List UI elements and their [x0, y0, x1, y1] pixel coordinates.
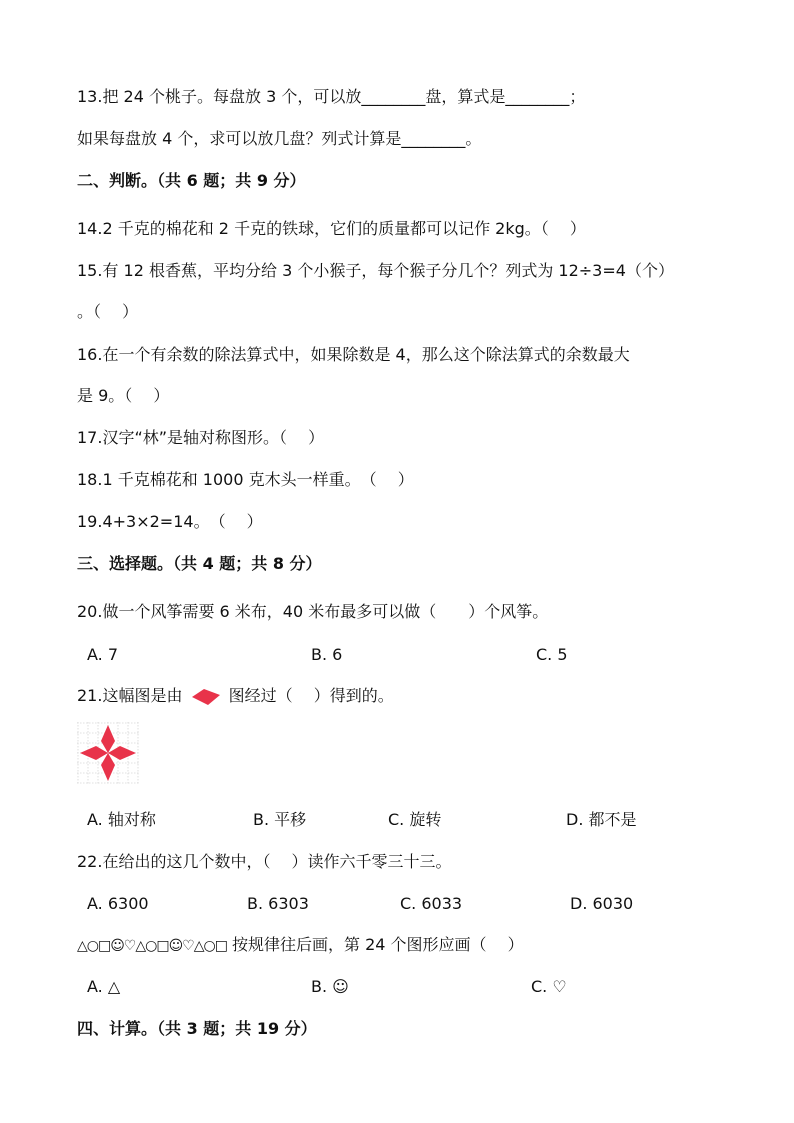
q21-text-after: 图经过（ ）得到的。 [228, 686, 394, 705]
q21-option-a[interactable]: A. 轴对称 [87, 810, 156, 829]
q18-text: 18.1 千克棉花和 1000 克木头一样重。 （ ） [77, 470, 414, 489]
q23-option-c[interactable]: C. ♡ [531, 977, 567, 996]
q23-option-b[interactable]: B. ☺ [311, 977, 349, 996]
q20-option-b[interactable]: B. 6 [311, 645, 343, 664]
section-4-title: 四、计算。（共 3 题；共 19 分） [77, 1019, 317, 1038]
q21-text-before: 21.这幅图是由 [77, 686, 183, 705]
section-3-title: 三、选择题。（共 4 题；共 8 分） [77, 554, 322, 573]
q22-option-a[interactable]: A. 6300 [87, 894, 149, 913]
q21-option-d[interactable]: D. 都不是 [566, 810, 637, 829]
q22-option-c[interactable]: C. 6033 [400, 894, 463, 913]
q23-question: 按规律往后画，第 24 个图形应画（ ） [226, 935, 524, 954]
q14-text: 14.2 千克的棉花和 2 千克的铁球，它们的质量都可以记作 2kg。（ ） [77, 219, 586, 238]
q20-option-a[interactable]: A. 7 [87, 645, 119, 664]
q20-option-c[interactable]: C. 5 [536, 645, 568, 664]
q21-option-b[interactable]: B. 平移 [253, 810, 307, 829]
q15-line1: 15.有 12 根香蕉，平均分给 3 个小猴子，每个猴子分几个？列式为 12÷3=4（个） [77, 261, 674, 280]
q21-text [77, 685, 394, 707]
q13-line2: 如果每盘放 4 个，求可以放几盘？列式计算是________。 [77, 129, 482, 148]
q15-line2: 。（ ） [77, 302, 139, 321]
q22-option-b[interactable]: B. 6303 [247, 894, 309, 913]
q23-shape-sequence: △○□☺♡△○□☺♡△○□ [77, 938, 227, 954]
q17-text: 17.汉字“林”是轴对称图形。（ ） [77, 428, 325, 447]
q16-line2: 是 9。（ ） [77, 386, 170, 405]
section-2-title: 二、判断。（共 6 题；共 9 分） [77, 171, 306, 190]
q22-option-d[interactable]: D. 6030 [570, 894, 634, 913]
q19-text: 19.4+3×2=14。 （ ） [77, 512, 263, 531]
q20-text: 20.做一个风筝需要 6 米布，40 米布最多可以做（ ）个风筝。 [77, 602, 549, 621]
q23-text [77, 934, 524, 957]
rotated-pattern-figure [77, 722, 139, 784]
q13-line1: 13.把 24 个桃子。每盘放 3 个，可以放________盘，算式是________； [77, 87, 586, 106]
q21-option-c[interactable]: C. 旋转 [388, 810, 442, 829]
q22-text: 22.在给出的这几个数中，（ ）读作六千零三十三。 [77, 852, 452, 871]
diamond-shape-icon [190, 687, 222, 707]
q23-option-a[interactable]: A. △ [87, 977, 121, 996]
q16-line1: 16.在一个有余数的除法算式中，如果除数是 4，那么这个除法算式的余数最大 [77, 345, 630, 364]
